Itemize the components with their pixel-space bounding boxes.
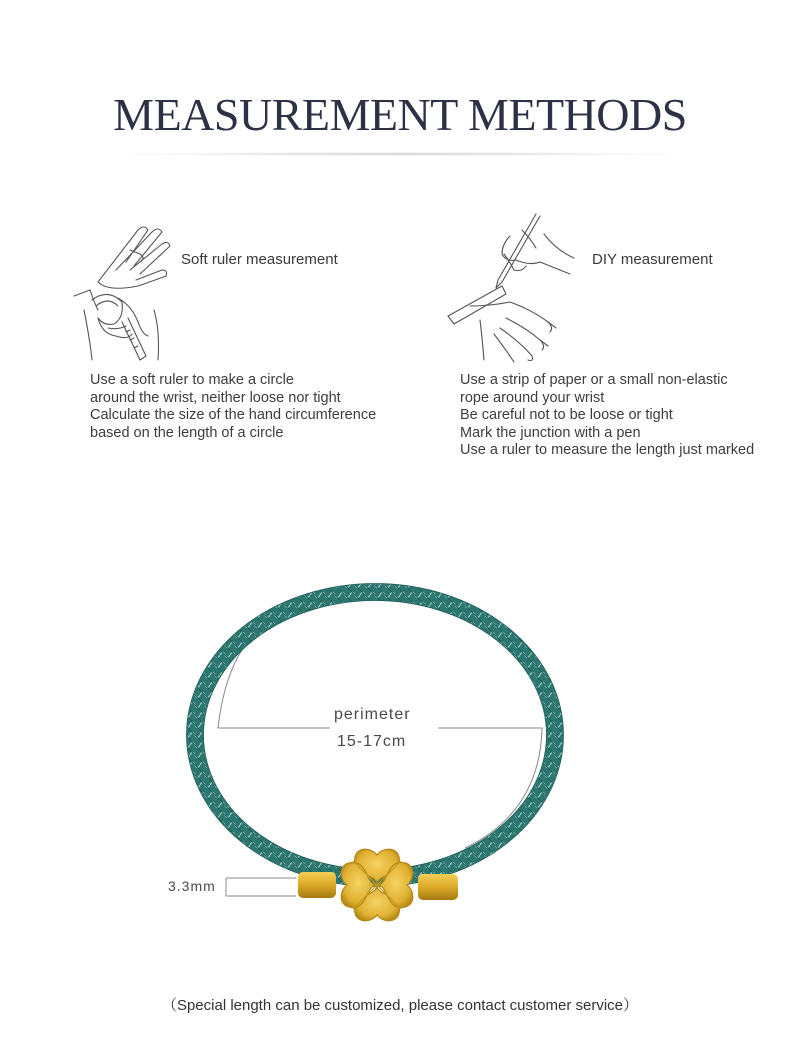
instruction-line: Use a soft ruler to make a circle	[90, 372, 294, 388]
bracelet-end-cap-left	[298, 872, 336, 898]
perimeter-guide-arc-right	[438, 728, 542, 848]
instruction-line: Mark the junction with a pen	[460, 424, 641, 441]
hand-soft-ruler-illustration	[68, 210, 178, 370]
instruction-line: Use a strip of paper or a small non-elastic	[460, 372, 728, 388]
thickness-value: 3.3mm	[168, 878, 216, 894]
perimeter-value: 15-17cm	[337, 733, 407, 750]
instructions-diy	[460, 372, 754, 460]
clover-clasp	[341, 849, 413, 921]
page-title: MEASUREMENT METHODS	[113, 89, 687, 140]
instruction-line: around the wrist, neither loose nor tight	[90, 389, 341, 406]
instruction-line: Use a ruler to measure the length just marked	[460, 442, 755, 458]
bracelet-illustration	[0, 530, 800, 930]
bracelet-end-cap-right	[418, 874, 458, 900]
title-divider	[120, 152, 680, 156]
perimeter-label: perimeter	[334, 706, 411, 723]
instruction-line: Be careful not to be loose or tight	[460, 407, 673, 423]
instruction-line: based on the length of a circle	[90, 424, 284, 441]
instructions-soft-ruler	[90, 372, 376, 442]
hand-pen-illustration	[440, 210, 590, 370]
instruction-line: Calculate the size of the hand circumference	[90, 407, 377, 423]
method-label-soft-ruler: Soft ruler measurement	[181, 251, 338, 268]
instruction-line: rope around your wrist	[460, 389, 605, 406]
custom-length-note: （Special length can be customized, please contact customer service）	[161, 997, 639, 1014]
method-label-diy: DIY measurement	[592, 251, 713, 268]
